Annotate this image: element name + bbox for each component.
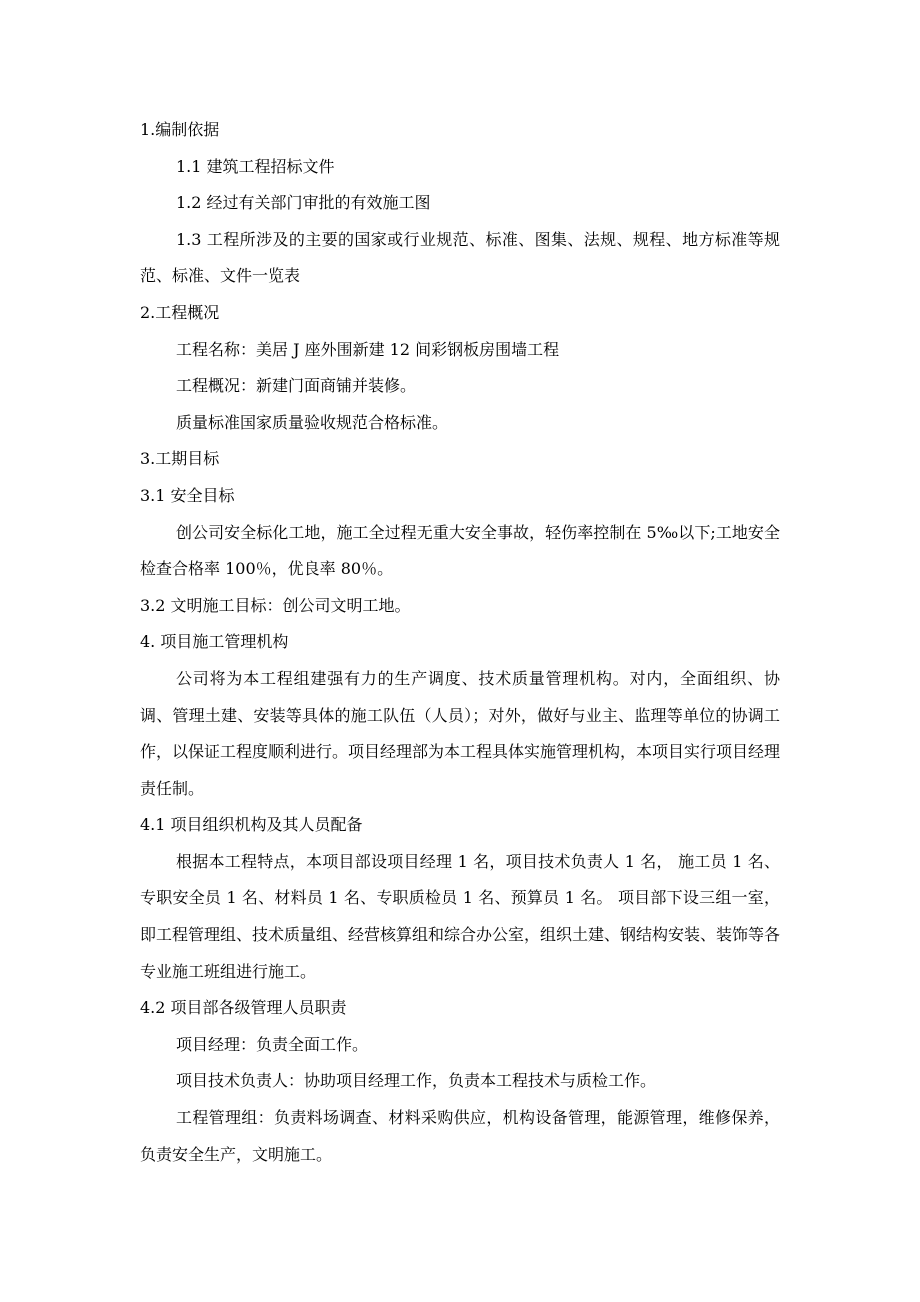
section-4-heading: 4. 项目施工管理机构 [140, 632, 289, 652]
section-1-3: 1.3 工程所涉及的主要的国家或行业规范、标准、图集、法规、规程、地方标准等规范、标准、文件一览表 [140, 229, 780, 286]
duty-project-manager: 项目经理：负责全面工作。 [176, 1034, 369, 1054]
section-1-heading: 1.编制依据 [140, 120, 220, 139]
duty-technical-lead: 项目技术负责人：协助项目经理工作，负责本工程技术与质检工作。 [176, 1071, 657, 1091]
section-4-1-heading: 4.1 项目组织机构及其人员配备 [140, 815, 363, 835]
section-1-1: 1.1 建筑工程招标文件 [176, 156, 335, 176]
management-text: 公司将为本工程组建强有力的生产调度、技术质量管理机构。对内，全面组织、协调、管理土建、安装等具体的施工队伍（人员）；对外，做好与业主、监理等单位的协调工作，以保证工程度顺利进行。项目经理部为本工程具体实施管理机构，本项目实行项目经理责任制。 [140, 668, 781, 798]
section-2-heading: 2.工程概况 [140, 302, 220, 322]
section-3-1-heading: 3.1 安全目标 [140, 485, 235, 505]
project-name: 工程名称：美居 J 座外围新建 12 间彩钢板房围墙工程 [176, 339, 560, 359]
section-3-2: 3.2 文明施工目标：创公司文明工地。 [140, 595, 411, 615]
staffing-text: 根据本工程特点，本项目部设项目经理 1 名，项目技术负责人 1 名， 施工员 1 名、专职安全员 1 名、材料员 1 名、专职质检员 1 名、预算员 1 名。 项目部下设三组一室，即工程管理组、技术质量组、经营核算组和综合办公室，组织土建、钢结构安装、装饰等各专业施工班组进行施工。 [140, 851, 781, 981]
section-3-heading: 3.工期目标 [140, 449, 220, 469]
quality-standard: 质量标准国家质量验收规范合格标准。 [176, 412, 449, 432]
project-overview: 工程概况：新建门面商铺并装修。 [176, 376, 417, 396]
section-1-2: 1.2 经过有关部门审批的有效施工图 [176, 193, 431, 213]
document-body [140, 112, 780, 1173]
duty-engineering-group: 工程管理组：负责料场调查、材料采购供应，机构设备管理，能源管理，维修保养，负责安全生产，文明施工。 [140, 1108, 780, 1164]
safety-target-text: 创公司安全标化工地，施工全过程无重大安全事故，轻伤率控制在 5‰以下;工地安全检查合格率 100％，优良率 80％。 [140, 522, 780, 579]
section-4-2-heading: 4.2 项目部各级管理人员职责 [140, 998, 347, 1018]
